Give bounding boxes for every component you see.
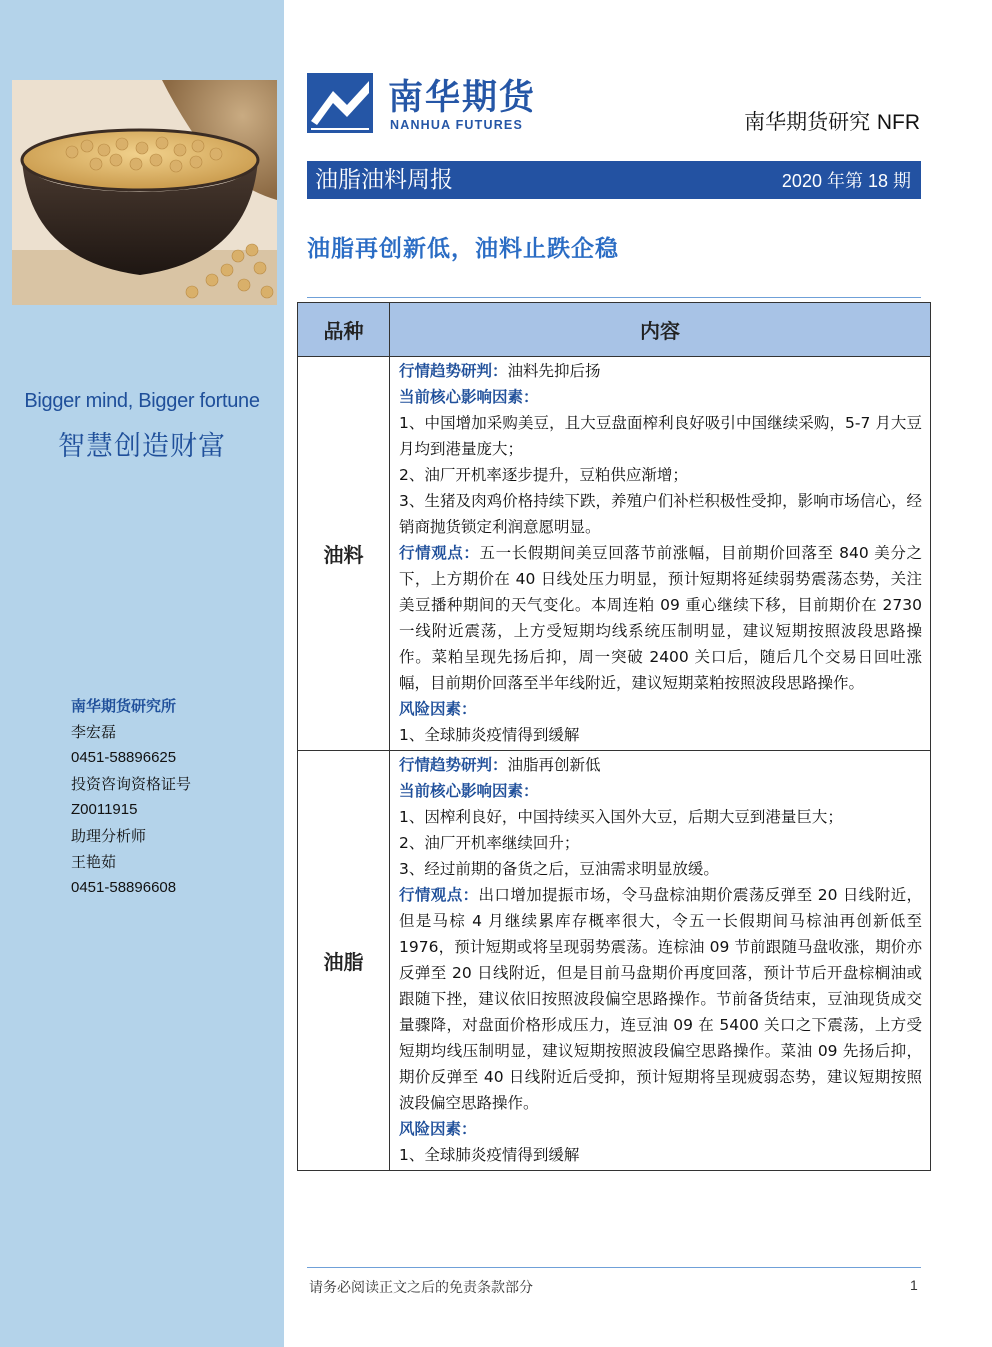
qualification-number: Z0011915 — [71, 801, 138, 818]
report-name: 油脂油料周报 — [315, 167, 453, 193]
factor-item: 3、生猪及肉鸡价格持续下跌，养殖户们补栏积极性受抑，影响市场信心，经销商抛货锁定利润意愿明显。 — [399, 492, 922, 536]
footer-divider — [307, 1267, 921, 1268]
analyst-name: 李宏磊 — [71, 723, 117, 741]
view-label: 行情观点： — [399, 886, 479, 904]
risk-item: 1、全球肺炎疫情得到缓解 — [399, 726, 580, 744]
content-cell — [390, 357, 931, 751]
risk-label: 风险因素： — [399, 1120, 477, 1138]
disclaimer-note: 请务必阅读正文之后的免责条款部分 — [309, 1280, 533, 1296]
nanhua-logo-icon — [307, 73, 373, 133]
trend-text: 油脂再创新低 — [507, 756, 601, 774]
trend-label: 行情趋势研判： — [399, 362, 508, 380]
view-text: 五一长假期间美豆回落节前涨幅，目前期价回落至 840 美分之下，上方期价在 40 日线处压力明显，预计短期将延续弱势震荡态势，关注美豆播种期间的天气变化。本周连粕 09 重心继续下移，目前期价在 2730 一线附近震荡，上方受短期均线系统压制明显，建议短期按照波段思路操作。菜粕呈现先扬后抑，周一突破 2400 关口后，随后几个交易日回吐涨幅，目前期价回落至半年线附近，建议短期菜粕按照波段思路操作。 — [399, 544, 922, 692]
soybean-bowl-illustration — [12, 80, 277, 305]
analyst-phone: 0451-58896625 — [71, 749, 177, 766]
risk-label: 风险因素： — [399, 700, 477, 718]
factor-item: 1、因榨利良好，中国持续买入国外大豆，后期大豆到港量巨大； — [399, 808, 843, 826]
trend-line — [399, 752, 922, 778]
soybean-bowl-image — [12, 80, 277, 305]
header-content: 内容 — [390, 303, 931, 357]
assistant-title: 助理分析师 — [71, 827, 147, 845]
sidebar — [0, 0, 284, 1347]
risk-item: 1、全球肺炎疫情得到缓解 — [399, 1146, 580, 1164]
factor-item: 2、油厂开机率继续回升； — [399, 834, 580, 852]
variety-cell: 油脂 — [298, 751, 390, 1171]
assistant-phone: 0451-58896608 — [71, 879, 177, 896]
research-label: 南华期货研究 — [744, 110, 871, 134]
factors-label: 当前核心影响因素： — [399, 388, 539, 406]
table-header-row — [298, 303, 931, 357]
page-number: 1 — [910, 1277, 918, 1293]
slogan-chinese: 智慧创造财富 — [58, 431, 226, 462]
trend-label: 行情趋势研判： — [399, 756, 508, 774]
trend-line — [399, 358, 922, 384]
assistant-name: 王艳茹 — [71, 853, 117, 871]
table-row-oils — [298, 751, 931, 1171]
research-brand — [744, 106, 920, 136]
factor-item: 3、经过前期的备货之后，豆油需求明显放缓。 — [399, 860, 719, 878]
report-headline: 油脂再创新低，油料止跌企稳 — [307, 236, 619, 262]
trend-text: 油料先抑后扬 — [507, 362, 601, 380]
content-cell — [390, 751, 931, 1171]
factor-item: 2、油厂开机率逐步提升，豆粕供应渐增； — [399, 466, 688, 484]
header-divider — [307, 297, 921, 298]
logo-chinese-name: 南华期货 — [388, 78, 537, 118]
factors-label: 当前核心影响因素： — [399, 782, 539, 800]
research-institute: 南华期货研究所 — [71, 697, 177, 715]
variety-cell: 油料 — [298, 357, 390, 751]
analyst-contacts — [71, 693, 191, 901]
table-row-oilseeds — [298, 357, 931, 751]
slogan-english: Bigger mind, Bigger fortune — [24, 390, 260, 412]
header-variety: 品种 — [298, 303, 390, 357]
view-text: 出口增加提振市场，令马盘棕油期价震荡反弹至 20 日线附近，但是马棕 4 月继续累库存概率很大，令五一长假期间马棕油再创新低至 1976，预计短期或将呈现弱势震荡。连棕油 09 节前跟随马盘收涨，期价亦反弹至 20 日线附近，但是目前马盘期价再度回落，预计节后开盘棕榈油或跟随下挫，建议依旧按照波段偏空思路操作。节前备货结束，豆油现货成交量骤降，对盘面价格形成压力，连豆油 09 在 5400 关口之下震荡，上方受短期均线压制明显，建议短期按照波段偏空思路操作。菜油 09 先扬后抑，期价反弹至 40 日线附近后受抑，预计短期将呈现疲弱态势，建议短期按照波段偏空思路操作。 — [399, 886, 922, 1112]
view-label: 行情观点： — [399, 544, 480, 562]
view-paragraph — [399, 882, 922, 1116]
report-title-bar — [307, 161, 921, 199]
report-issue: 2020 年第 18 期 — [781, 171, 911, 191]
logo-english-name: NANHUA FUTURES — [390, 118, 523, 132]
view-paragraph — [399, 540, 922, 696]
factor-item: 1、中国增加采购美豆，且大豆盘面榨利良好吸引中国继续采购，5-7 月大豆月均到港量庞大； — [399, 414, 922, 458]
research-code: NFR — [876, 111, 920, 134]
summary-table — [297, 302, 931, 1171]
qualification-label: 投资咨询资格证号 — [71, 775, 192, 793]
